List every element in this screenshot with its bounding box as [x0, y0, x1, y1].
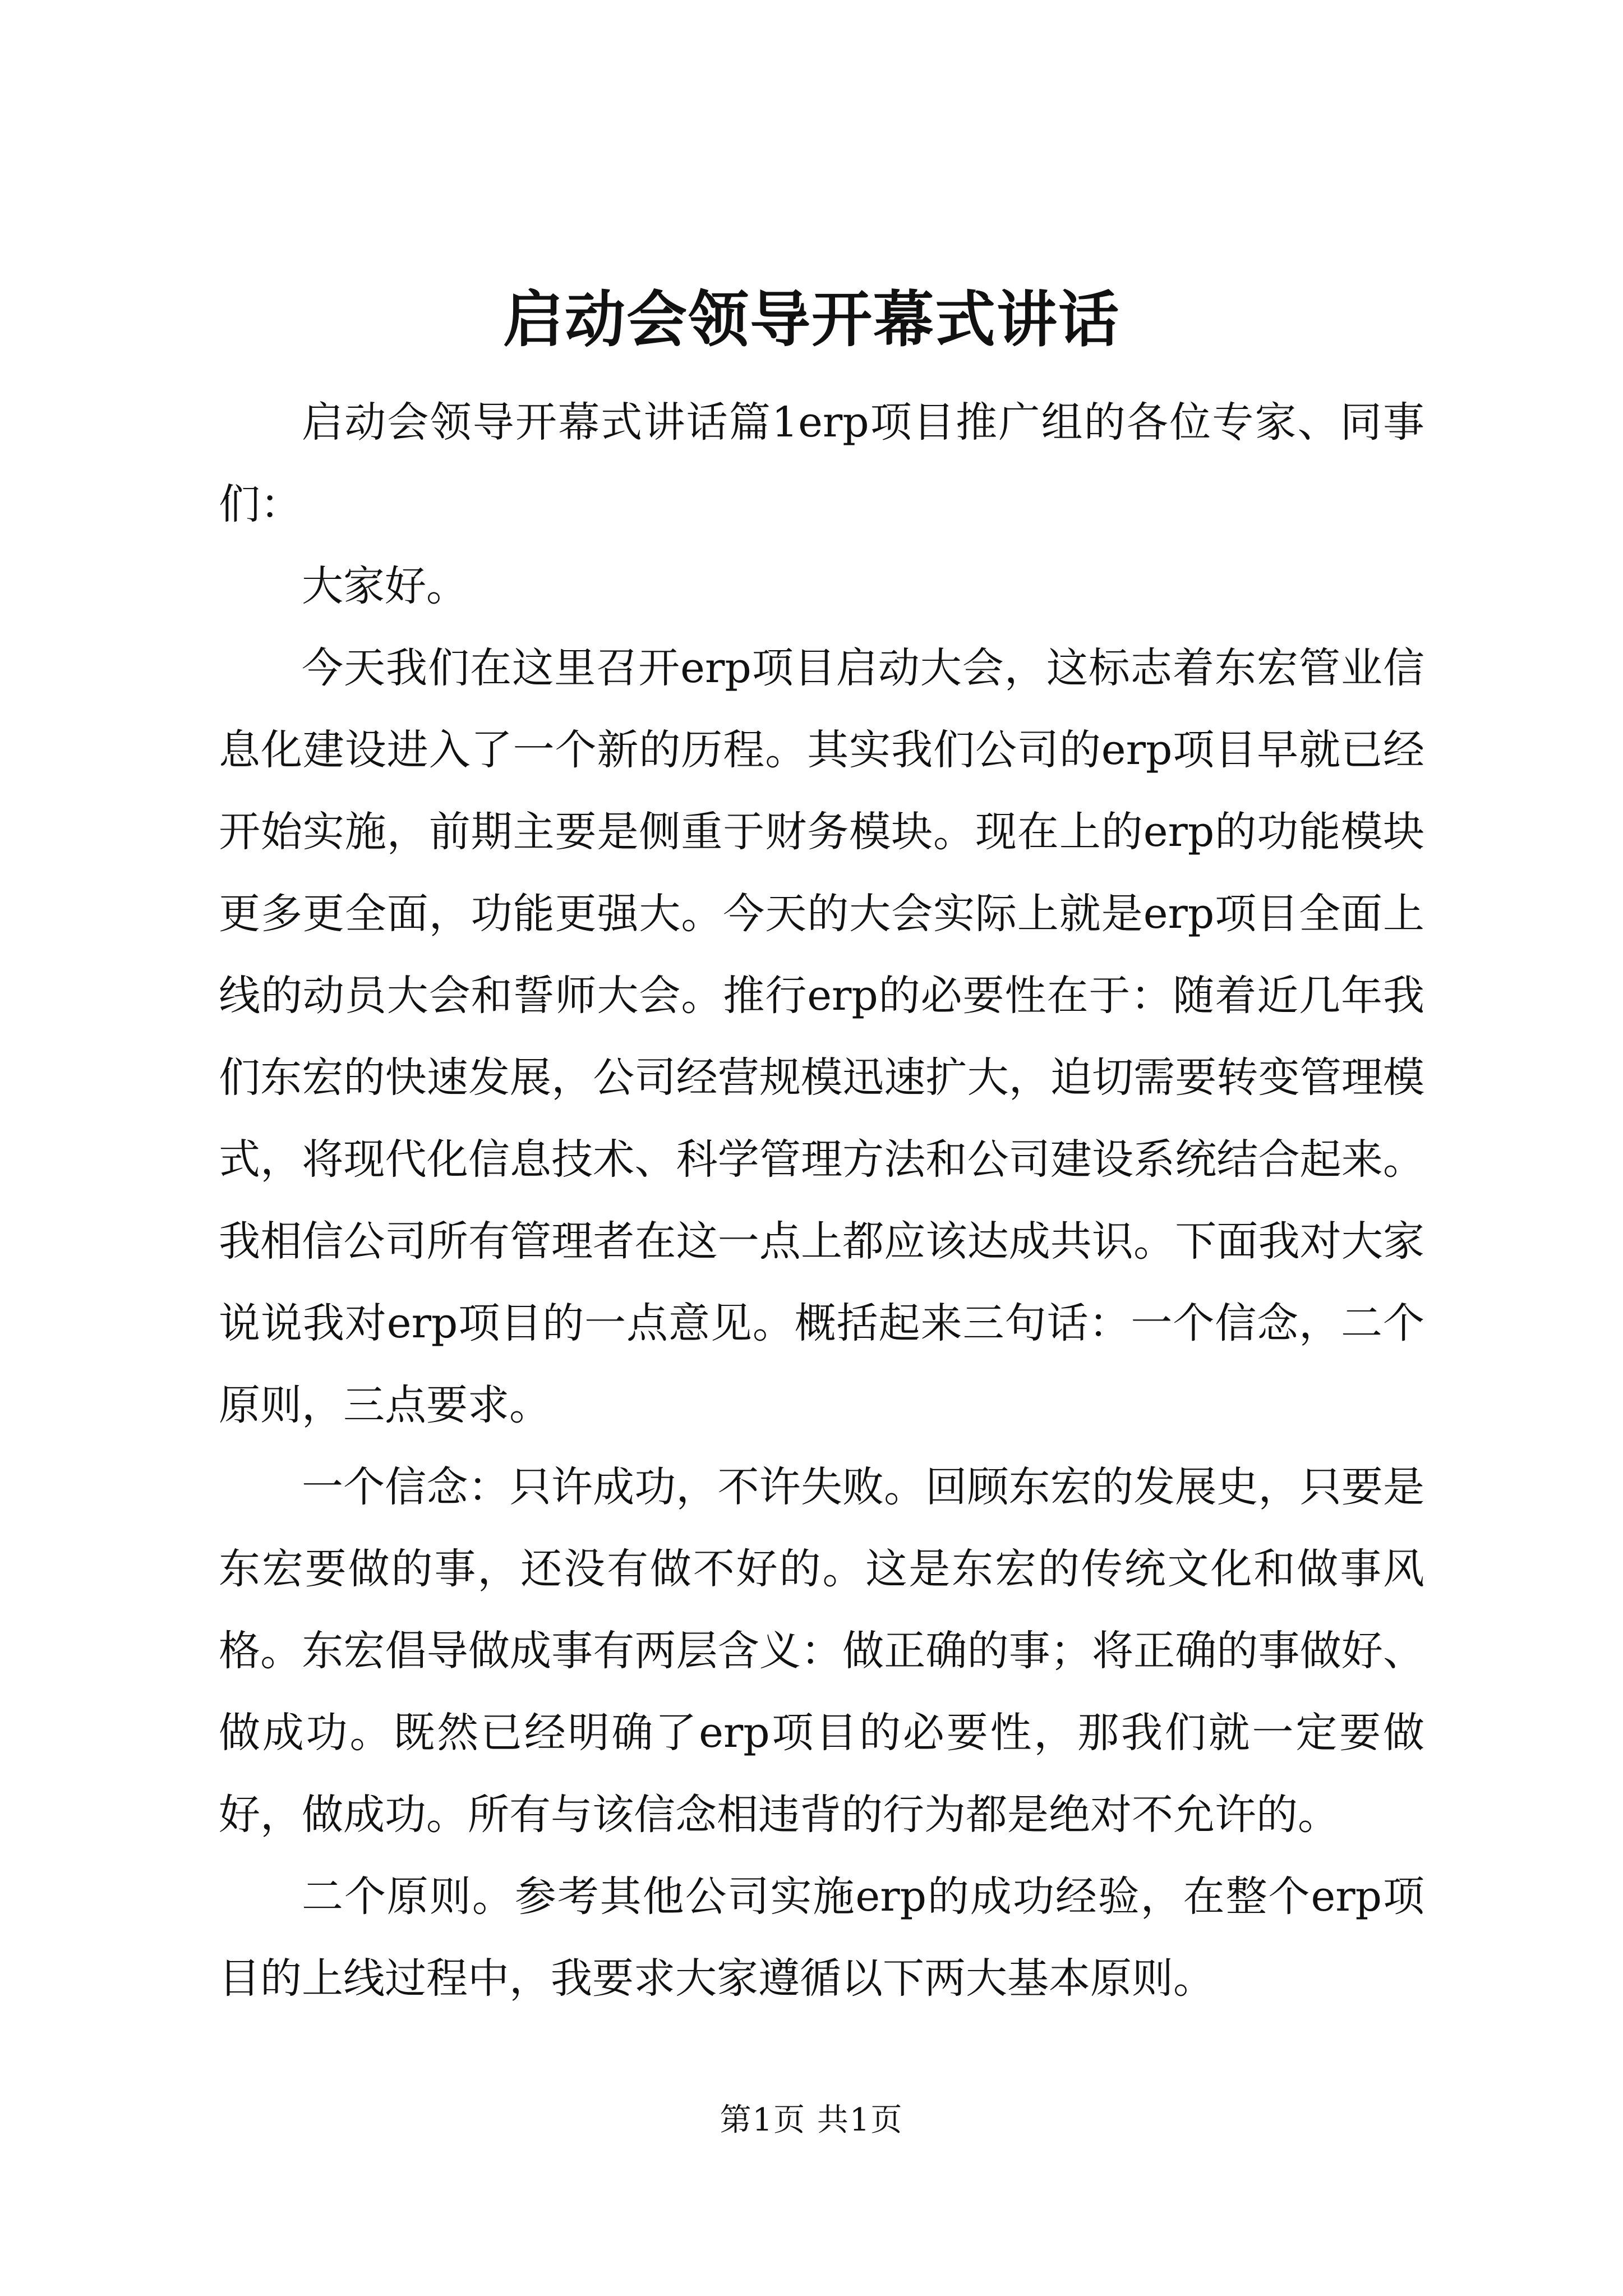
- page-number-footer: 第1页 共1页: [720, 2102, 903, 2138]
- document-body: [219, 381, 1424, 2019]
- paragraph-two-principles: 二个原则。参考其他公司实施erp的成功经验，在整个erp项目的上线过程中，我要求大家遵循以下两大基本原则。: [219, 1872, 1424, 2003]
- paragraph-erp-launch: 今天我们在这里召开erp项目启动大会，这标志着东宏管业信息化建设进入了一个新的历程。其实我们公司的erp项目早就已经开始实施，前期主要是侧重于财务模块。现在上的erp的功能模块更多更全面，功能更强大。今天的大会实际上就是erp项目全面上线的动员大会和誓师大会。推行erp的必要性在于：随着近几年我们东宏的快速发展，公司经营规模迅速扩大，迫切需要转变管理模式，将现代化信息技术、科学管理方法和公司建设系统结合起来。我相信公司所有管理者在这一点上都应该达成共识。下面我对大家说说我对erp项目的一点意见。概括起来三句话：一个信念，二个原则，三点要求。: [219, 644, 1424, 1429]
- document-title: 启动会领导开幕式讲话: [502, 284, 1120, 355]
- paragraph-one-belief: 一个信念：只许成功，不许失败。回顾东宏的发展史，只要是东宏要做的事，还没有做不好的。这是东宏的传统文化和做事风格。东宏倡导做成事有两层含义：做正确的事；将正确的事做好、做成功。既然已经明确了erp项目的必要性，那我们就一定要做好，做成功。所有与该信念相违背的行为都是绝对不允许的。: [219, 1463, 1424, 1839]
- paragraph-greeting: 启动会领导开幕式讲话篇1erp项目推广组的各位专家、同事们：: [219, 398, 1424, 528]
- paragraph-hello: 大家好。: [302, 562, 468, 610]
